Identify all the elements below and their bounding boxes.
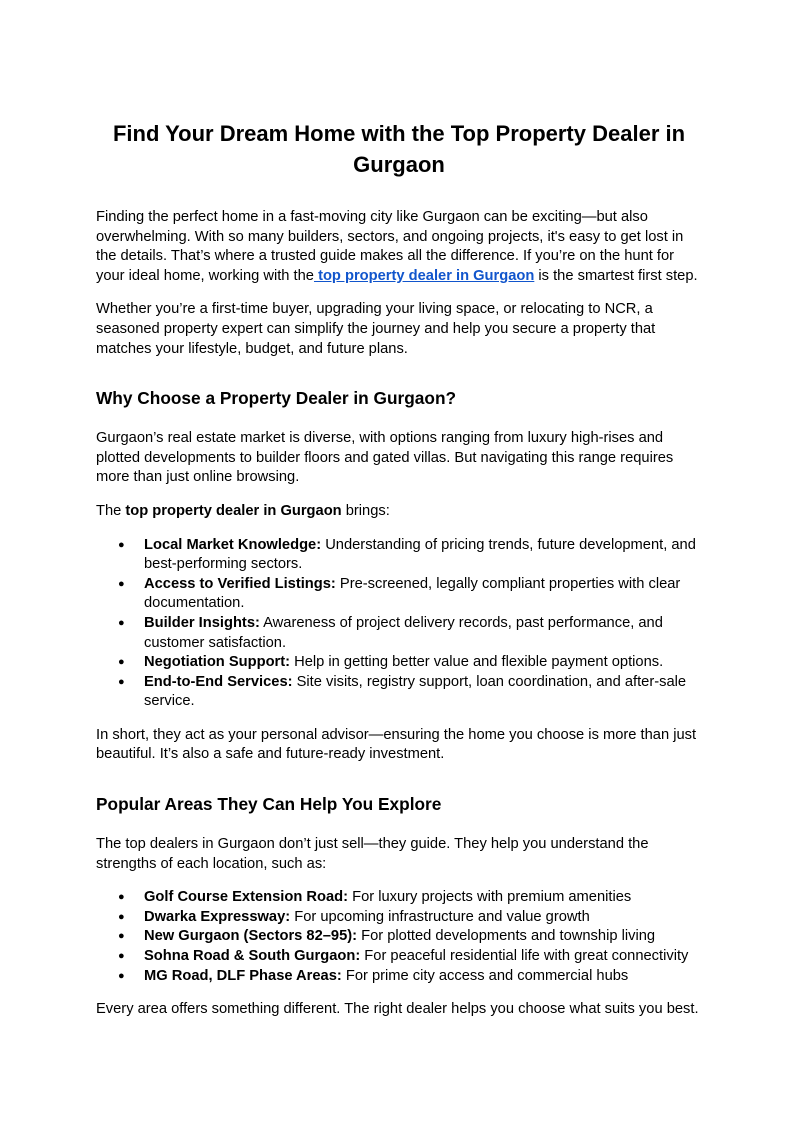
list-item-text: For upcoming infrastructure and value growth bbox=[290, 908, 590, 925]
section-heading-popular-areas: Popular Areas They Can Help You Explore bbox=[96, 794, 442, 815]
list-item-label: Negotiation Support: bbox=[144, 654, 291, 671]
benefits-list bbox=[96, 536, 702, 712]
bullet-icon: ● bbox=[118, 675, 125, 688]
list-item bbox=[96, 536, 702, 575]
bullet-icon: ● bbox=[118, 910, 125, 923]
bullet-icon: ● bbox=[118, 538, 125, 551]
list-item bbox=[96, 888, 702, 908]
list-item bbox=[96, 653, 702, 673]
bullet-icon: ● bbox=[118, 969, 125, 982]
brings-bold: top property dealer in Gurgaon bbox=[125, 502, 342, 519]
list-item-text: For luxury projects with premium amenities bbox=[348, 889, 632, 906]
list-item bbox=[96, 673, 702, 712]
list-item-label: Access to Verified Listings: bbox=[144, 575, 336, 592]
market-paragraph: Gurgaon’s real estate market is diverse, with options ranging from luxury high-rises and plotted developments to builder floors and gated villas. But navigating this range requires more than just online browsing. bbox=[96, 430, 674, 486]
list-item-text: Understanding of pricing trends, future development, and best-performing sectors. bbox=[144, 536, 696, 573]
intro-text-before-link: Finding the perfect home in a fast-moving city like Gurgaon can be exciting—but also overwhelming. With so many builders, sectors, and ongoing projects, it's easy to get lost in the details. That’s where a trusted guide makes all the difference. If you’re on the hunt for your ideal home, working with the bbox=[96, 209, 684, 284]
brings-prefix: The bbox=[96, 502, 126, 519]
intro-text-after-link: is the smartest first step. bbox=[534, 267, 698, 284]
document-page bbox=[96, 118, 702, 1020]
list-item-label: New Gurgaon (Sectors 82–95): bbox=[144, 928, 358, 945]
list-item-text: Pre-screened, legally compliant properties with clear documentation. bbox=[144, 575, 681, 612]
bullet-icon: ● bbox=[118, 577, 125, 590]
bullet-icon: ● bbox=[118, 616, 125, 629]
list-item-text: Help in getting better value and flexible payment options. bbox=[290, 654, 664, 671]
section-heading-why-choose: Why Choose a Property Dealer in Gurgaon? bbox=[96, 388, 457, 409]
bullet-icon: ● bbox=[118, 950, 125, 963]
summary-paragraph: In short, they act as your personal advisor—ensuring the home you choose is more than just beautiful. It’s also a safe and future-ready investment. bbox=[96, 726, 697, 763]
list-item-label: MG Road, DLF Phase Areas: bbox=[144, 967, 342, 984]
list-item-label: Sohna Road & South Gurgaon: bbox=[144, 948, 361, 965]
areas-list bbox=[96, 888, 702, 986]
bullet-icon: ● bbox=[118, 656, 125, 669]
brings-suffix: brings: bbox=[341, 502, 390, 519]
closing-paragraph: Every area offers something different. The right dealer helps you choose what suits you best. bbox=[96, 1001, 699, 1018]
list-item-label: Local Market Knowledge: bbox=[144, 536, 322, 553]
brings-paragraph bbox=[96, 502, 702, 522]
list-item-label: Golf Course Extension Road: bbox=[144, 889, 349, 906]
list-item bbox=[96, 967, 702, 987]
list-item-text: Site visits, registry support, loan coordination, and after-sale service. bbox=[144, 673, 687, 710]
intro-paragraph bbox=[96, 208, 702, 286]
second-paragraph: Whether you’re a first-time buyer, upgrading your living space, or relocating to NCR, a seasoned property expert can simplify the journey and help you secure a property that matches your lifestyle, budget, and future plans. bbox=[96, 301, 656, 357]
dealer-link[interactable]: top property dealer in Gurgaon bbox=[313, 267, 535, 284]
areas-intro-paragraph: The top dealers in Gurgaon don’t just sell—they guide. They help you understand the strengths of each location, such as: bbox=[96, 836, 649, 872]
list-item-text: Awareness of project delivery records, past performance, and customer satisfaction. bbox=[144, 614, 663, 651]
list-item bbox=[96, 614, 702, 653]
list-item-text: For plotted developments and township living bbox=[357, 928, 656, 945]
list-item-label: Builder Insights: bbox=[144, 614, 260, 631]
list-item bbox=[96, 575, 702, 614]
list-item-label: End-to-End Services: bbox=[144, 673, 293, 690]
list-item bbox=[96, 947, 702, 967]
bullet-icon: ● bbox=[118, 891, 125, 904]
list-item bbox=[96, 927, 702, 947]
list-item bbox=[96, 908, 702, 928]
list-item-text: For prime city access and commercial hubs bbox=[341, 967, 629, 984]
bullet-icon: ● bbox=[118, 930, 125, 943]
list-item-text: For peaceful residential life with great connectivity bbox=[360, 948, 689, 965]
list-item-label: Dwarka Expressway: bbox=[144, 908, 291, 925]
page-title: Find Your Dream Home with the Top Property Dealer in Gurgaon bbox=[112, 121, 686, 177]
